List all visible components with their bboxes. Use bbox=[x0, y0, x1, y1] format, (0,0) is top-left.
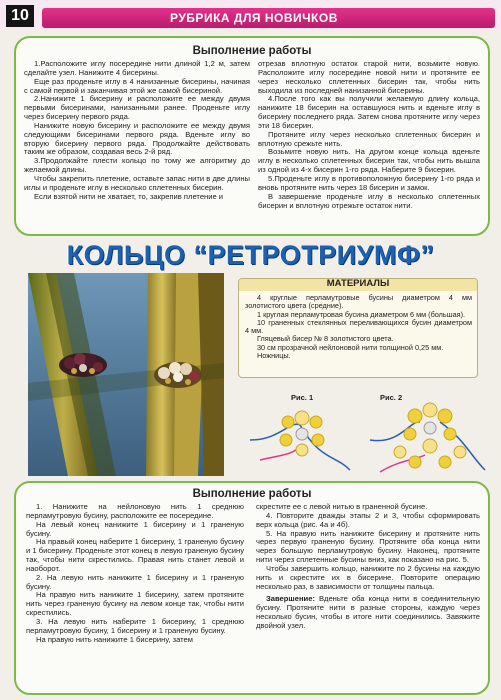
paragraph: Еще раз проденьте иглу в 4 нанизанные бисерины, начиная с самой первой и заканчивая этой же самой бисериной. bbox=[24, 76, 250, 95]
instructions-box-1 bbox=[14, 36, 490, 236]
paragraph: На правый конец наберите 1 бисерину, 1 граненую бусину и 1 бисерину. Проденьте этот конец в левую граненую бусину так, чтобы нити скрестились. Правая нить станет левой и наоборот. bbox=[26, 537, 244, 573]
materials-title: МАТЕРИАЛЫ bbox=[326, 278, 390, 289]
text-column-left bbox=[24, 60, 250, 202]
paragraph: 3. На левую нить наберите 1 бисерину, 1 среднюю перламутровую бусину, 1 бисерину и 1 граненую бусину. bbox=[26, 616, 244, 635]
ring-photo-illustration bbox=[28, 273, 224, 476]
figure-1-diagram bbox=[250, 411, 350, 470]
page-number: 10 bbox=[6, 5, 34, 27]
paragraph: Протяните иглу через несколько сплетенных бисерин и вплотную срежьте нить. bbox=[258, 129, 480, 148]
materials-box bbox=[238, 278, 478, 378]
figure-2-diagram bbox=[370, 403, 485, 472]
paragraph: На правую нить нанижите 1 бисерину, затем протяните нить через граненую бусину на левом конце так, чтобы нити скрестились. bbox=[26, 590, 244, 618]
paragraph: 1. Нанижите на нейлоновую нить 1 среднюю перламутровую бусину, расположите ее посередине. bbox=[26, 502, 244, 520]
paragraph: 4. Повторите дважды этапы 2 и 3, чтобы сформировать верх кольца (рис. 4а и 4б). bbox=[256, 510, 480, 529]
instructions-box-2 bbox=[14, 481, 490, 695]
final-lead: Завершение: bbox=[266, 594, 315, 604]
materials-item: 1 круглая перламутровая бусина диаметром 6 мм (большая). bbox=[257, 309, 466, 319]
paragraph: отрезав вплотную остаток старой нити, возьмите новую. Расположите иглу посередине новой нити и протяните ее через несколько сплетенных бисерин так, чтобы нить выходила из последней нанизанной бисерины. bbox=[258, 59, 480, 95]
paragraph: 2. На левую нить нанижите 1 бисерину и 1 граненую бусину. bbox=[26, 572, 244, 591]
paragraph: Если взятой нити не хватает, то, закрепив плетение и bbox=[34, 191, 224, 201]
rubric-banner: РУБРИКА ДЛЯ НОВИЧКОВ bbox=[42, 8, 495, 28]
ring-photo bbox=[28, 273, 224, 476]
paragraph: Нанижите новую бисерину и расположите ее между двумя следующими бисеринами первого ряда. Вденьте иглу во вторую бисерину первого ряда. Продолжайте действовать таким же образом, создавая весь 2-й ряд. bbox=[24, 120, 250, 157]
paragraph: скрестите ее с левой нитью в граненной бусине. bbox=[256, 502, 428, 511]
materials-item: Ножницы. bbox=[257, 351, 291, 361]
materials-list bbox=[245, 294, 472, 360]
paragraph: На левый конец нанижите 1 бисерину и 1 граненую бусину. bbox=[26, 519, 244, 538]
paragraph: На правую нить нанижите 1 бисерину, затем bbox=[36, 634, 193, 644]
materials-item: 10 граненных стеклянных переливающихся бусин диаметром 4 мм. bbox=[245, 317, 472, 336]
figure-2-label: Рис. 2 bbox=[380, 393, 403, 402]
paragraph: 2.Нанижите 1 бисерину и расположите ее между двумя первыми бисеринами, нанизанными ранее. Проденьте иглу через бисерину первого ряда. bbox=[24, 94, 250, 122]
paragraph: 5.Проденьте иглу в противоположную бисерину 1-го ряда и вновь протяните нить через 18 бисерин и замок. bbox=[258, 173, 480, 192]
page-header bbox=[0, 0, 501, 30]
final-text: Вденьте оба конца нити в соединительную бусину. Протяните нити в разные стороны, каждую через несколько бусин, чтобы в итоге нити соединились. Завяжите двойной узел. bbox=[256, 594, 480, 630]
paragraph: Чтобы закрепить плетение, оставьте запас нити в две длины иглы и проденьте иглу в несколько сплетенных бисерин. bbox=[24, 173, 250, 192]
materials-item: 30 см прозрачной нейлоновой нити толщиной 0,25 мм. bbox=[257, 342, 444, 352]
paragraph: 3.Продолжайте плести кольцо по тому же алгоритму до желаемой длины. bbox=[24, 156, 250, 175]
paragraph: Чтобы завершить кольцо, нанижите по 2 бусины на каждую нить и скрестите их в бисерине. Повторите операцию несколько раз, в зависимости от толщины пальца. bbox=[256, 563, 480, 591]
section-title: Выполнение работы bbox=[192, 45, 312, 57]
section-title: Выполнение работы bbox=[192, 488, 312, 500]
ring-light-beads bbox=[154, 362, 202, 388]
paragraph: 5. На правую нить нанижите бисерину и протяните нить через первую граненую бусину. Протяните оба конца нити через большую перламутровую бусину. Наконец, протяните нити через сплетенные бусины вниз, как показано на рис. 5. bbox=[256, 528, 480, 565]
text-column-left bbox=[26, 503, 244, 645]
paragraph: Возьмите новую нить. На другом конце кольца вденьте иглу в несколько сплетенных бисерин так, чтобы нить вышла из одной из 4-х бисерин 1-го ряда. Наберите 9 бисерин. bbox=[258, 147, 480, 175]
ring-dark-beads bbox=[59, 353, 107, 377]
materials-item: 4 круглые перламутровые бусины диаметром 4 мм золотистого цвета (средние). bbox=[245, 293, 472, 311]
page-title: КОЛЬЦО “РЕТРОТРИУМФ” bbox=[66, 240, 435, 270]
final-paragraph bbox=[256, 595, 480, 630]
text-column-right bbox=[258, 60, 480, 210]
text-column-right bbox=[256, 503, 480, 631]
figure-1-label: Рис. 1 bbox=[291, 393, 314, 402]
paragraph: 1.Расположите иглу посередине нити длиной 1,2 м, затем сделайте узел. Нанижите 4 бисерины. bbox=[24, 59, 250, 77]
beading-diagrams bbox=[240, 400, 490, 480]
paragraph: В завершение проденьте иглу в несколько сплетенных бисерин и вплотную отрежьте остаток нити. bbox=[258, 191, 480, 210]
materials-item: Гляцевый бисер № 8 золотистого цвета. bbox=[257, 334, 394, 344]
paragraph: 4.После того как вы получили желаемую длину кольца, нанижите 18 бисерин на оставшуюся нить и вденьте иглу в бисерину последнего ряда. Затем снова протяните иглу через эти 18 бисерин. bbox=[258, 94, 480, 130]
